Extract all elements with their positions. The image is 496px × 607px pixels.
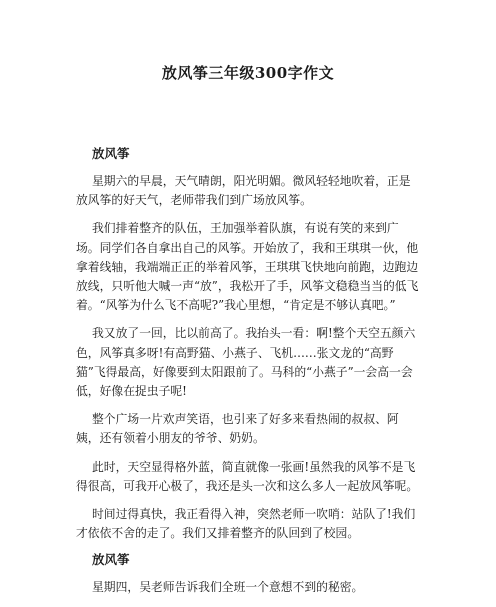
- document-title: 放风筝三年级300字作文: [161, 64, 335, 82]
- paragraph: 星期四，吴老师告诉我们全班一个意想不到的秘密。: [92, 580, 364, 595]
- section-heading: 放风筝: [92, 146, 130, 161]
- paragraph: 此时，天空显得格外蓝，简直就像一张画!虽然我的风筝不是飞得很高，可我开心极了，我还是头一次和这么多人一起放风筝呢。: [76, 459, 419, 493]
- paragraph: 我又放了一回，比以前高了。我抬头一看：啊!整个天空五颜六色，风筝真多呀!有高野猫、小燕子、飞机……张文龙的“高野猫”飞得最高，好像要到太阳跟前了。马科的“小燕子”一会高一会低，好像在捉虫子呢!: [76, 326, 416, 399]
- paragraph: 整个广场一片欢声笑语，也引来了好多来看热闹的叔叔、阿姨，还有领着小朋友的爷爷、奶奶。: [76, 412, 399, 446]
- paragraph: 时间过得真快，我正看得入神，突然老师一吹哨：站队了!我们才依依不舍的走了。我们又排着整齐的队回到了校园。: [76, 507, 416, 541]
- paragraph: 我们排着整齐的队伍，王加强举着队旗，有说有笑的来到广场。同学们各自拿出自己的风筝。开始放了，我和王琪琪一伙，他拿着线轴，我端端正正的举着风筝，王琪琪飞快地向前跑，边跑边放线，只听他大喊一声“放”，我松开了手，风筝文稳稳当当的低飞着。“风筝为什么飞不高呢?”我心里想，“肯定是不够认真吧。”: [76, 221, 419, 313]
- section-heading: 放风筝: [92, 552, 130, 568]
- paragraph: 星期六的早晨，天气晴朗，阳光明媚。微风轻轻地吹着，正是放风筝的好天气，老师带我们到广场放风筝。: [76, 174, 411, 208]
- document-body: [76, 146, 422, 607]
